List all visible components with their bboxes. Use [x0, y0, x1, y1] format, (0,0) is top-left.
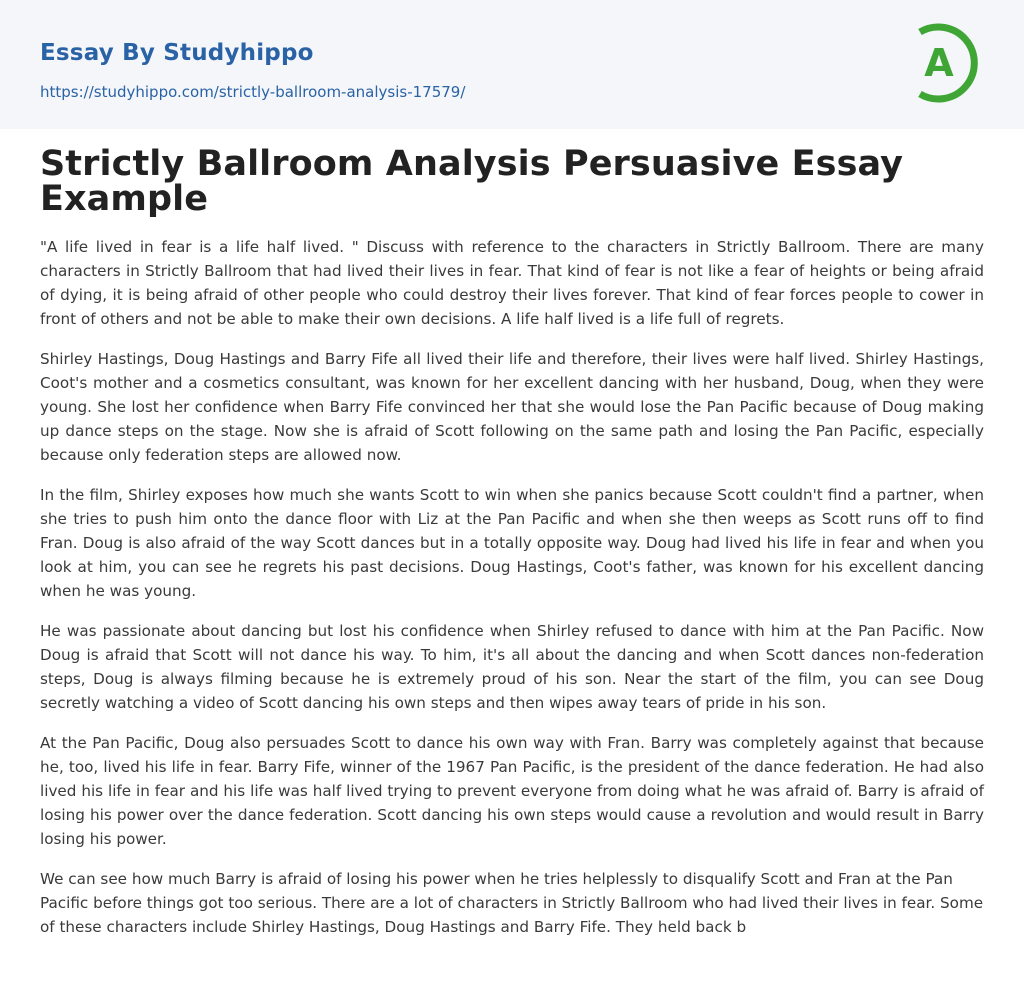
site-header	[0, 0, 1024, 129]
paragraph-3: In the film, Shirley exposes how much she wants Scott to win when she panics because Scott couldn't find a partner, when she tries to push him onto the dance floor with Liz at the Pan Pacific and when she then weeps as Scott runs off to find Fran. Doug is also afraid of the way Scott dances but in a totally opposite way. Doug had lived his life in fear and when you look at him, you can see he regrets his past decisions. Doug Hastings, Coot's father, was known for his excellent dancing when he was young.	[40, 486, 984, 600]
paragraph-1: "A life lived in fear is a life half lived. " Discuss with reference to the characters in Strictly Ballroom. There are many characters in Strictly Ballroom that had lived their lives in fear. That kind of fear is not like a fear of heights or being afraid of dying, it is being afraid of other people who could destroy their lives forever. That kind of fear forces people to cower in front of others and not be able to make their own decisions. A life half lived is a life full of regrets.	[40, 238, 984, 328]
article	[40, 144, 984, 955]
logo-ring-icon	[910, 18, 988, 106]
page-title: Strictly Ballroom Analysis Persuasive Essay Example	[40, 144, 904, 219]
studyhippo-logo[interactable]	[910, 18, 988, 106]
paragraph-4: He was passionate about dancing but lost his confidence when Shirley refused to dance with him at the Pan Pacific. Now Doug is afraid that Scott will not dance his way. To him, it's all about the dancing and when Scott dances non-federation steps, Doug is always filming because he is extremely proud of his son. Near the start of the film, you can see Doug secretly watching a video of Scott dancing his own steps and then wipes away tears of pride in his son.	[40, 622, 984, 712]
paragraph-6: We can see how much Barry is afraid of losing his power when he tries helplessly to disqualify Scott and Fran at the Pan Pacific before things got too serious. There are a lot of characters in Strictly Ballroom who had lived their lives in fear. Some of these characters include Shirley Hastings, Doug Hastings and Barry Fife. They held back b	[40, 870, 984, 936]
brand-title[interactable]: Essay By Studyhippo	[40, 40, 314, 66]
paragraph-2: Shirley Hastings, Doug Hastings and Barry Fife all lived their life and therefore, their lives were half lived. Shirley Hastings, Coot's mother and a cosmetics consultant, was known for her excellent dancing with her husband, Doug, when they were young. She lost her confidence when Barry Fife convinced her that she would lose the Pan Pacific because of Doug making up dance steps on the stage. Now she is afraid of Scott following on the same path and losing the Pan Pacific, especially because only federation steps are allowed now.	[40, 350, 984, 464]
paragraph-5: At the Pan Pacific, Doug also persuades Scott to dance his own way with Fran. Barry was completely against that because he, too, lived his life in fear. Barry Fife, winner of the 1967 Pan Pacific, is the president of the dance federation. He had also lived his life in fear and his life was half lived trying to prevent everyone from doing what he was afraid of. Barry is afraid of losing his power over the dance federation. Scott dancing his own steps would cause a revolution and would result in Barry losing his power.	[40, 734, 984, 848]
logo-letter: A	[924, 41, 954, 85]
source-url-link[interactable]: https://studyhippo.com/strictly-ballroom-analysis-17579/	[40, 83, 466, 101]
